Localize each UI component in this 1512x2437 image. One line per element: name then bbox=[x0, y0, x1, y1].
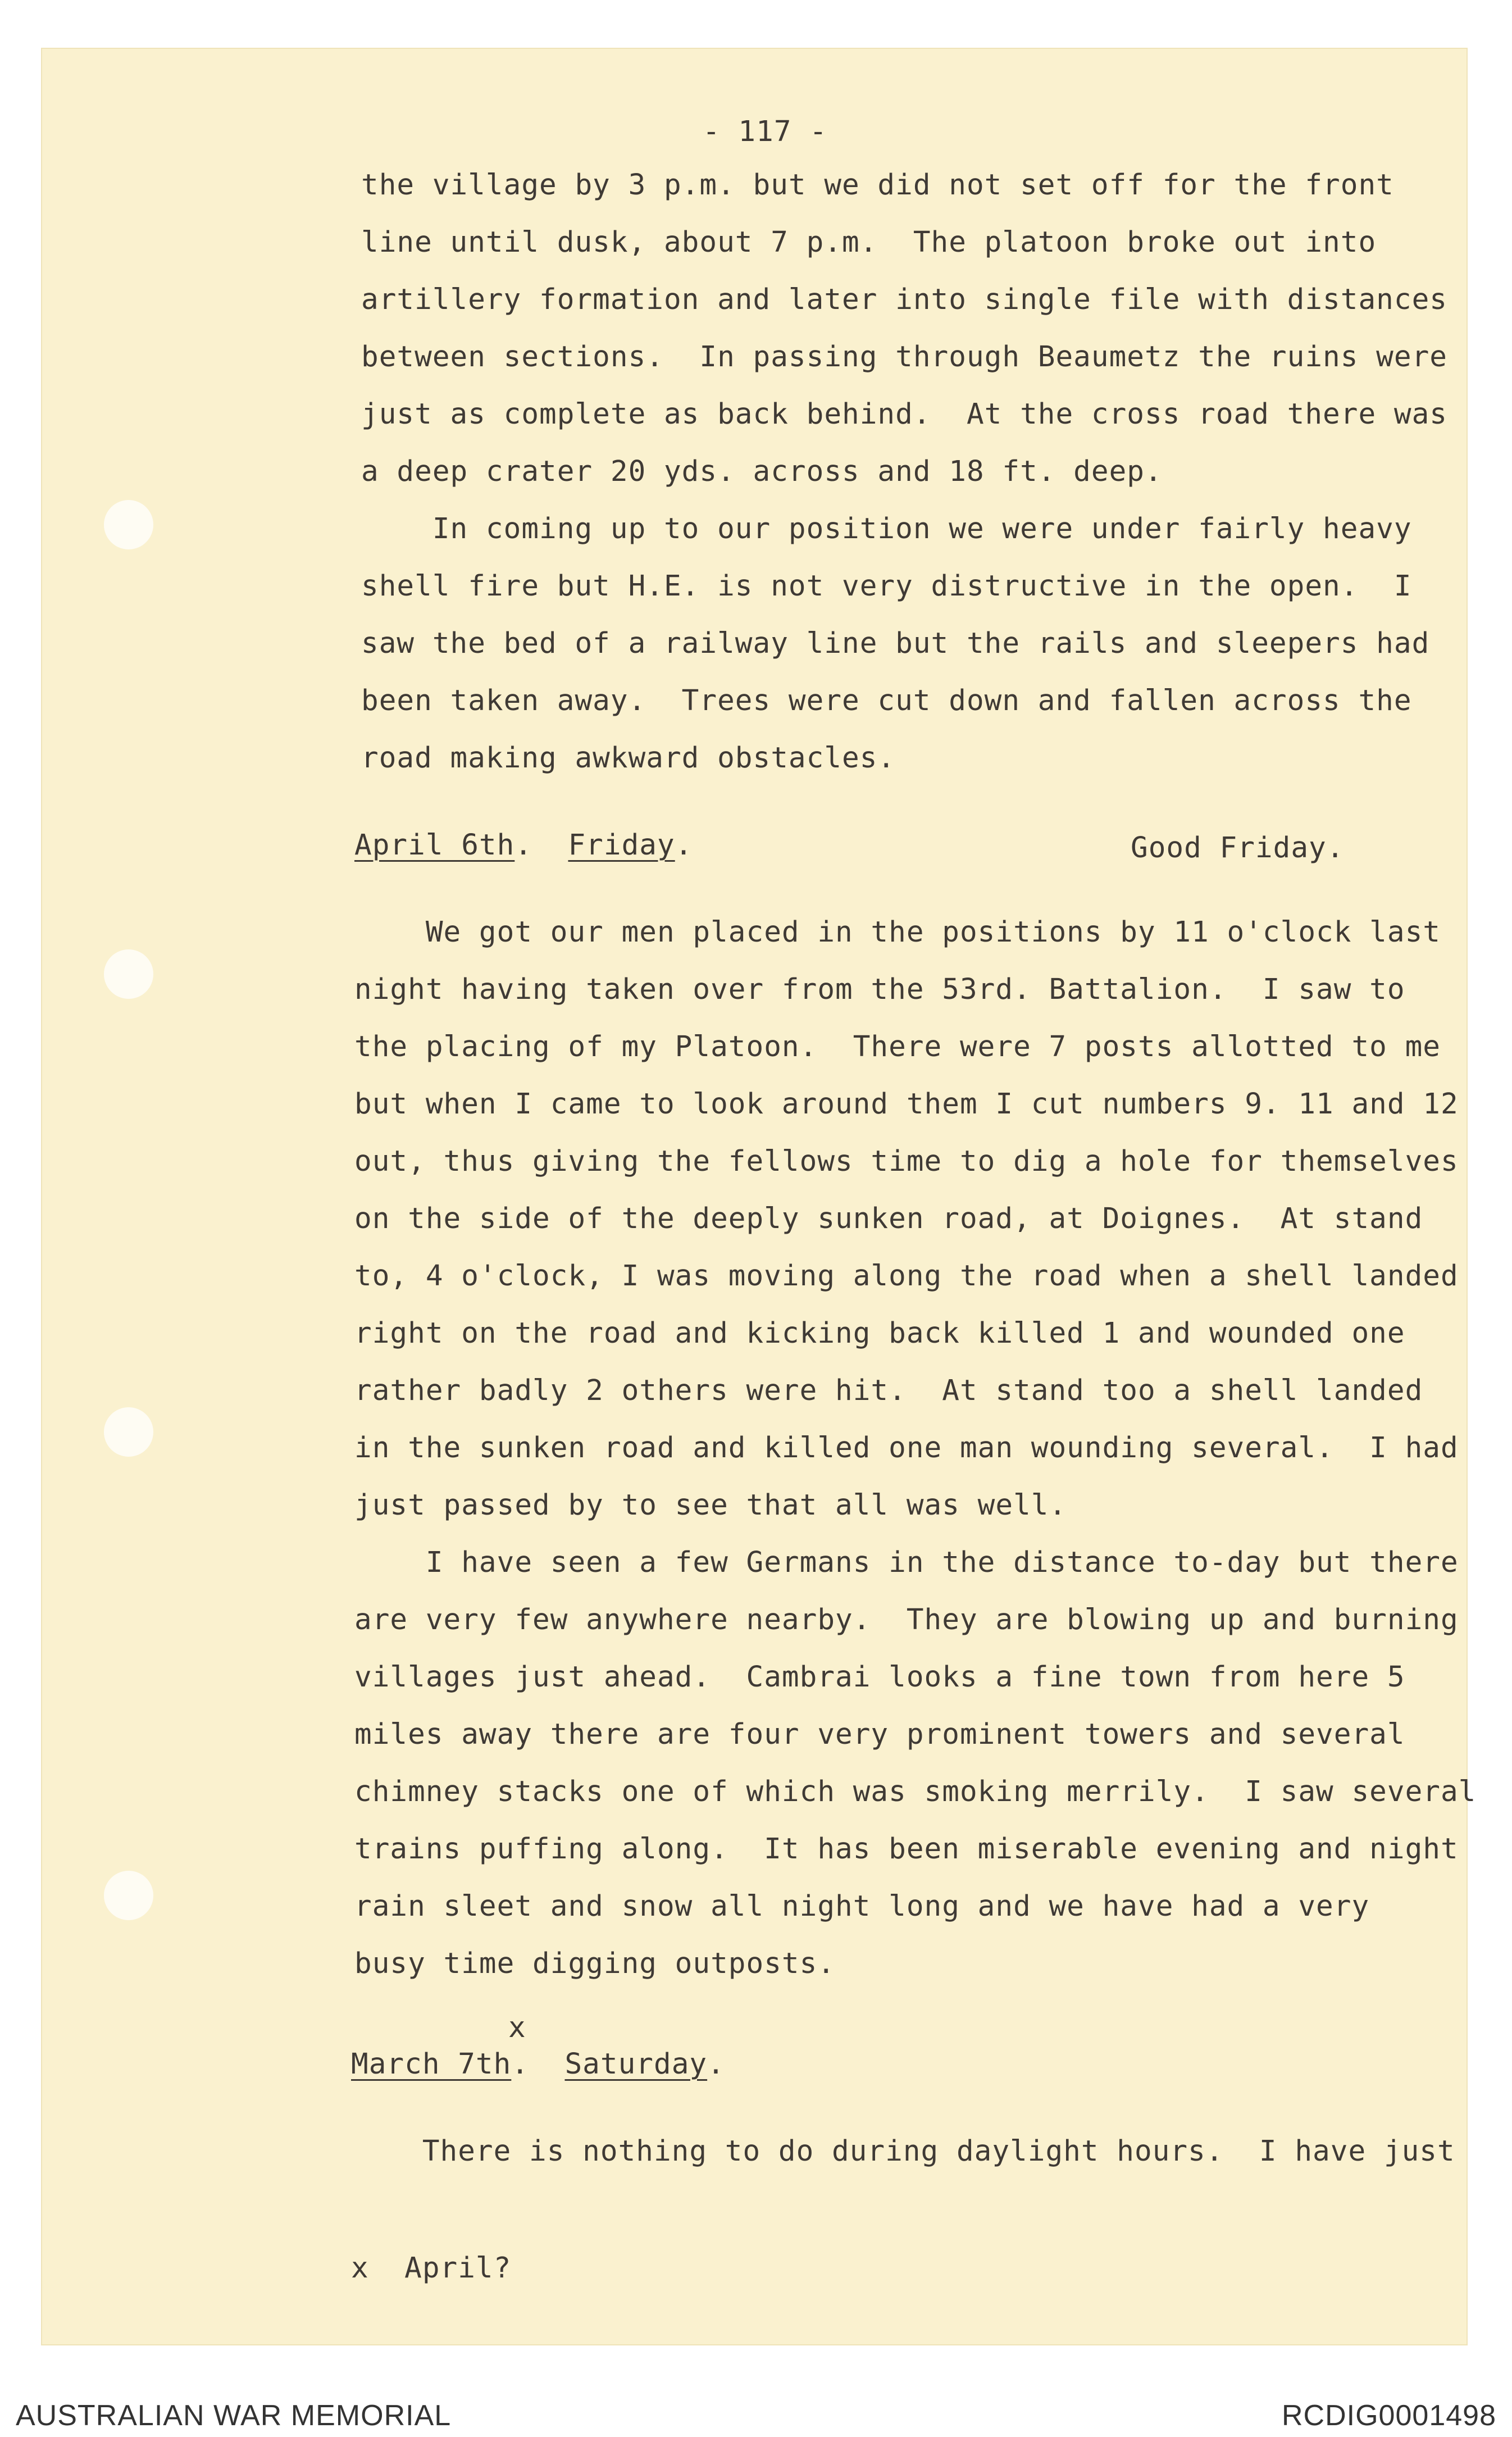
text-line: I have seen a few Germans in the distance to-day but there bbox=[354, 1546, 1459, 1579]
text-line: trains puffing along. It has been miserable evening and night bbox=[354, 1833, 1459, 1866]
diary-entry-heading: March 7th. Saturday. bbox=[351, 2048, 725, 2081]
document-page bbox=[41, 48, 1477, 2345]
text-line: shell fire but H.E. is not very distructive in the open. I bbox=[361, 570, 1412, 603]
text-line: road making awkward obstacles. bbox=[361, 742, 896, 775]
text-line: artillery formation and later into single file with distances bbox=[361, 283, 1447, 316]
institution-label: AUSTRALIAN WAR MEMORIAL bbox=[16, 2399, 452, 2432]
text-line: but when I came to look around them I cut numbers 9. 11 and 12 bbox=[354, 1088, 1459, 1121]
text-line: miles away there are four very prominent towers and several bbox=[354, 1718, 1405, 1751]
text-line: right on the road and kicking back killed 1 and wounded one bbox=[354, 1317, 1405, 1350]
text-line: rather badly 2 others were hit. At stand too a shell landed bbox=[354, 1374, 1423, 1407]
text-line: between sections. In passing through Beaumetz the ruins were bbox=[361, 340, 1447, 374]
punch-hole bbox=[104, 500, 153, 549]
text-line: just as complete as back behind. At the cross road there was bbox=[361, 398, 1447, 431]
text-line: In coming up to our position we were under fairly heavy bbox=[361, 512, 1412, 545]
text-line: night having taken over from the 53rd. Battalion. I saw to bbox=[354, 973, 1405, 1006]
entry-date: March 7th bbox=[351, 2048, 512, 2081]
text-line: a deep crater 20 yds. across and 18 ft. deep. bbox=[361, 455, 1163, 488]
text-line: on the side of the deeply sunken road, at Doignes. At stand bbox=[354, 1202, 1423, 1235]
text-line: just passed by to see that all was well. bbox=[354, 1489, 1067, 1522]
entry-day: Saturday bbox=[564, 2048, 708, 2081]
text-line: in the sunken road and killed one man wounding several. I had bbox=[354, 1431, 1459, 1465]
correction-mark: x bbox=[508, 2011, 526, 2044]
text-line: saw the bed of a railway line but the rails and sleepers had bbox=[361, 627, 1430, 660]
text-line: are very few anywhere nearby. They are blowing up and burning bbox=[354, 1603, 1459, 1636]
entry-date: April 6th bbox=[354, 829, 515, 862]
text-line: There is nothing to do during daylight hours. I have just bbox=[351, 2135, 1455, 2168]
punch-hole bbox=[104, 949, 153, 999]
text-line: line until dusk, about 7 p.m. The platoon broke out into bbox=[361, 226, 1377, 259]
text-line: the village by 3 p.m. but we did not set off for the front bbox=[361, 169, 1394, 202]
punch-hole bbox=[104, 1871, 153, 1920]
text-line: out, thus giving the fellows time to dig a hole for themselves bbox=[354, 1145, 1459, 1178]
text-line: villages just ahead. Cambrai looks a fine town from here 5 bbox=[354, 1661, 1405, 1694]
text-line: We got our men placed in the positions by 11 o'clock last bbox=[354, 916, 1441, 949]
footnote: x April? bbox=[351, 2252, 512, 2285]
punch-hole bbox=[104, 1407, 153, 1457]
diary-entry-heading: April 6th. Friday. bbox=[354, 829, 693, 862]
text-line: chimney stacks one of which was smoking merrily. I saw several bbox=[354, 1775, 1477, 1808]
text-line: been taken away. Trees were cut down and fallen across the bbox=[361, 684, 1412, 717]
text-line: to, 4 o'clock, I was moving along the road when a shell landed bbox=[354, 1260, 1459, 1293]
entry-day: Friday bbox=[568, 829, 675, 862]
text-line: the placing of my Platoon. There were 7 posts allotted to me bbox=[354, 1030, 1441, 1063]
entry-note: Good Friday. bbox=[1131, 831, 1345, 865]
page-number: - 117 - bbox=[703, 115, 827, 148]
document-identifier: RCDIG0001498 bbox=[1282, 2399, 1496, 2432]
text-line: rain sleet and snow all night long and we have had a very bbox=[354, 1890, 1370, 1923]
text-line: busy time digging outposts. bbox=[354, 1947, 836, 1980]
